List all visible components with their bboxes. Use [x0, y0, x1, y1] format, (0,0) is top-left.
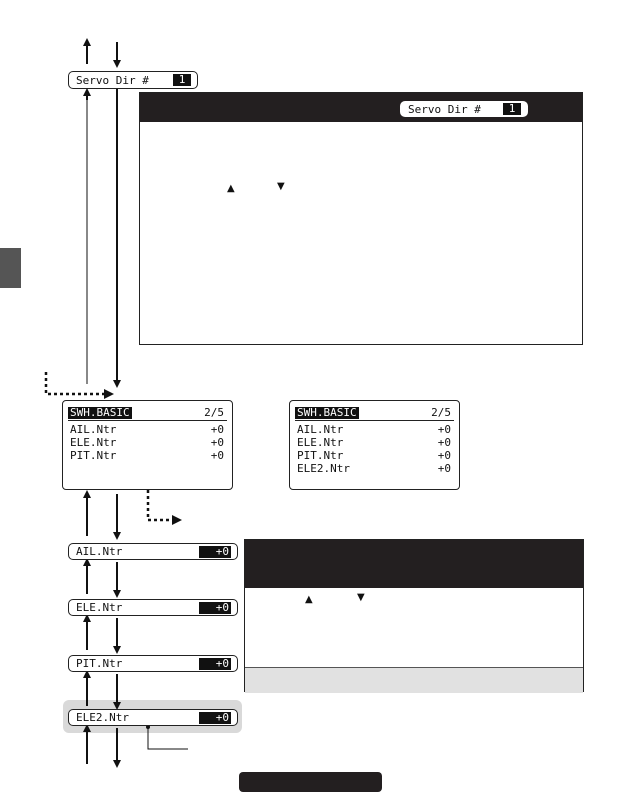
row-value: +0	[437, 462, 451, 475]
screen-right-row[interactable]	[297, 423, 451, 436]
info-panel-servo-dir-label: Servo Dir #	[408, 103, 481, 116]
up-arrow-icon: ▲	[305, 594, 313, 605]
row-label: ELE.Ntr	[70, 436, 117, 449]
servo-dir-field[interactable]	[68, 71, 198, 89]
ele2-ntr-label: ELE2.Ntr	[76, 711, 129, 724]
row-label: ELE2.Ntr	[297, 462, 350, 475]
screen-left-row[interactable]	[70, 449, 224, 462]
screen-right-divider	[295, 420, 454, 421]
screen-right-title: SWH.BASIC	[297, 406, 357, 419]
servo-dir-value: 1	[173, 74, 191, 86]
info-panel-bottom-header	[245, 540, 583, 588]
info-panel-bottom	[244, 539, 584, 692]
row-value: +0	[437, 436, 451, 449]
lcd-screen-right	[289, 400, 460, 490]
up-arrow-icon: ▲	[227, 183, 235, 194]
ele2-ntr-value: +0	[199, 712, 231, 724]
screen-right-row[interactable]	[297, 436, 451, 449]
screen-right-page: 2/5	[431, 406, 451, 419]
pit-ntr-value: +0	[199, 658, 231, 670]
servo-dir-label: Servo Dir #	[76, 74, 149, 87]
row-label: AIL.Ntr	[70, 423, 117, 436]
screen-right-row[interactable]	[297, 462, 451, 475]
ele-ntr-label: ELE.Ntr	[76, 601, 123, 614]
screen-left-row[interactable]	[70, 423, 224, 436]
row-label: PIT.Ntr	[70, 449, 117, 462]
info-panel-servo-dir-field	[400, 101, 528, 117]
pit-ntr-label: PIT.Ntr	[76, 657, 123, 670]
screen-left-divider	[68, 420, 227, 421]
ail-ntr-label: AIL.Ntr	[76, 545, 123, 558]
page-label-bar	[239, 772, 382, 792]
row-value: +0	[437, 449, 451, 462]
info-panel-bottom-note-bar	[245, 667, 583, 693]
row-value: +0	[210, 423, 224, 436]
row-value: +0	[437, 423, 451, 436]
screen-left-title: SWH.BASIC	[70, 406, 130, 419]
row-value: +0	[210, 436, 224, 449]
ele-ntr-field[interactable]	[68, 599, 238, 616]
down-arrow-icon: ▼	[357, 592, 365, 603]
ele2-ntr-field[interactable]	[68, 709, 238, 726]
row-label: ELE.Ntr	[297, 436, 344, 449]
screen-left-row[interactable]	[70, 436, 224, 449]
screen-left-page: 2/5	[204, 406, 224, 419]
ail-ntr-value: +0	[199, 546, 231, 558]
info-panel-top	[139, 92, 583, 345]
ail-ntr-field[interactable]	[68, 543, 238, 560]
pit-ntr-field[interactable]	[68, 655, 238, 672]
lcd-screen-left	[62, 400, 233, 490]
screen-right-row[interactable]	[297, 449, 451, 462]
row-value: +0	[210, 449, 224, 462]
down-arrow-icon: ▼	[277, 181, 285, 192]
row-label: PIT.Ntr	[297, 449, 344, 462]
row-label: AIL.Ntr	[297, 423, 344, 436]
info-panel-servo-dir-value: 1	[503, 103, 521, 115]
ele-ntr-value: +0	[199, 602, 231, 614]
